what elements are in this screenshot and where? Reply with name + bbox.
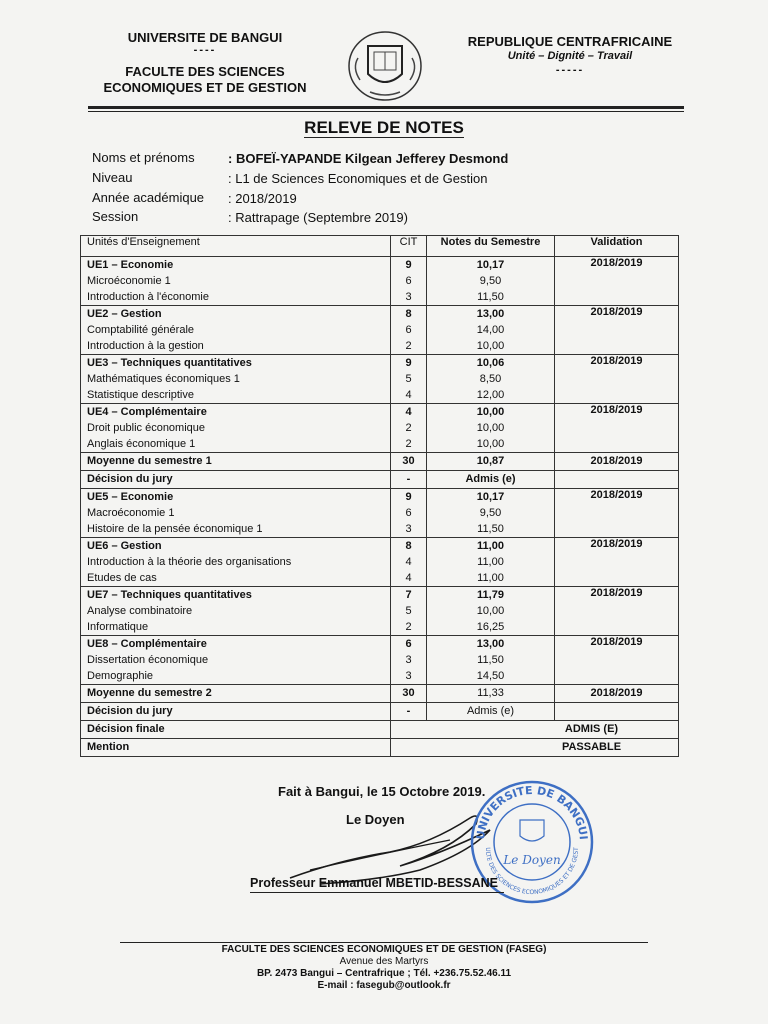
subject-note: 10,00: [476, 438, 505, 450]
subject-note: 11,00: [477, 556, 504, 568]
ue-credits: 9: [405, 491, 412, 503]
ue-name: UE3 – Techniques quantitatives: [87, 357, 252, 369]
subject-name: Etudes de cas: [87, 572, 157, 584]
ue-name: UE5 – Economie: [87, 491, 174, 503]
ue-note: 13,00: [476, 308, 505, 320]
mention-row: [81, 739, 679, 757]
subject-note: 16,25: [476, 621, 505, 633]
ue-validation: 2018/2019: [590, 257, 643, 269]
ue-cell: [81, 257, 391, 306]
ue-validation: 2018/2019: [590, 489, 643, 501]
jury1-label: Décision du jury: [81, 471, 391, 489]
semester1-label: Moyenne du semestre 1: [81, 453, 391, 471]
jury2-label: Décision du jury: [81, 703, 391, 721]
ue-validation: 2018/2019: [590, 306, 643, 318]
ue-block-row: [81, 538, 679, 587]
ue-validation: 2018/2019: [590, 587, 643, 599]
ue-block-row: [81, 306, 679, 355]
subject-credits: 3: [405, 523, 412, 535]
subject-note: 11,50: [477, 523, 504, 535]
header-left-separator: ----: [193, 44, 217, 56]
semester1-credits: 30: [391, 453, 427, 471]
col-header-credits: CIT: [391, 236, 427, 257]
mention-label: Mention: [81, 739, 391, 757]
ue-credits: 9: [405, 259, 412, 271]
footer-phone: BP. 2473 Bangui – Centrafrique ; Tél. +236.75.52.46.11: [256, 968, 512, 979]
jury2-row: [81, 703, 679, 721]
ue-credits: 6: [405, 638, 412, 650]
jury1-validation: [555, 471, 679, 489]
col-header-ue: Unités d'Enseignement: [81, 236, 391, 257]
subject-note: 9,50: [479, 507, 502, 519]
notes-cell: [427, 306, 555, 355]
validation-cell: [555, 306, 679, 355]
semester1-note: 10,87: [427, 453, 555, 471]
subject-note: 11,50: [477, 291, 504, 303]
validation-cell: [555, 587, 679, 636]
ue-credits: 4: [405, 406, 412, 418]
table-header-row: [81, 236, 679, 257]
ue-validation: 2018/2019: [590, 636, 643, 648]
subject-name: Analyse combinatoire: [87, 605, 193, 617]
ue-block-row: [81, 587, 679, 636]
subject-name: Macroéconomie 1: [87, 507, 175, 519]
final-decision-label: Décision finale: [81, 721, 391, 739]
field-value-level: : L1 de Sciences Economiques et de Gestion: [228, 171, 488, 186]
semester2-label: Moyenne du semestre 2: [81, 685, 391, 703]
subject-note: 10,00: [476, 605, 505, 617]
final-decision-row: [81, 721, 679, 739]
credits-cell: [391, 404, 427, 453]
subject-credits: 5: [405, 605, 412, 617]
ue-note: 10,06: [476, 357, 505, 369]
field-value-name: : BOFEÏ-YAPANDE Kilgean Jefferey Desmond: [228, 151, 509, 166]
final-decision-value: ADMIS (E): [391, 721, 679, 739]
semester1-validation: 2018/2019: [555, 453, 679, 471]
validation-cell: [555, 538, 679, 587]
subject-name: Introduction à la théorie des organisations: [87, 556, 292, 568]
ue-block-row: [81, 257, 679, 306]
subject-credits: 2: [405, 422, 412, 434]
ue-validation: 2018/2019: [590, 538, 643, 550]
ue-cell: [81, 404, 391, 453]
stamp-bottom-text: ULTE DES SCIENCES ECONOMIQUES ET DE GEST: [483, 847, 581, 897]
subject-note: 9,50: [479, 275, 502, 287]
credits-cell: [391, 306, 427, 355]
ue-name: UE7 – Techniques quantitatives: [87, 589, 252, 601]
validation-cell: [555, 404, 679, 453]
semester1-blocks: [81, 257, 679, 453]
validation-cell: [555, 489, 679, 538]
dean-name-underline: [250, 892, 504, 893]
jury1-row: [81, 471, 679, 489]
ue-cell: [81, 306, 391, 355]
validation-cell: [555, 355, 679, 404]
ue-name: UE1 – Economie: [87, 259, 174, 271]
credits-cell: [391, 489, 427, 538]
coat-of-arms-icon: [344, 28, 426, 104]
subject-name: Introduction à l'économie: [87, 291, 209, 303]
dean-role: Le Doyen: [346, 812, 405, 827]
stamp-inner-text: Le Doyen: [503, 853, 561, 867]
jury2-credits: -: [391, 703, 427, 721]
ue-credits: 8: [405, 308, 412, 320]
semester2-credits: 30: [391, 685, 427, 703]
credits-cell: [391, 538, 427, 587]
ue-credits: 7: [405, 589, 412, 601]
country-name: REPUBLIQUE CENTRAFRICAINE: [467, 34, 673, 49]
notes-cell: [427, 404, 555, 453]
subject-credits: 2: [405, 340, 412, 352]
semester2-note: 11,33: [427, 685, 555, 703]
mention-value: PASSABLE: [391, 739, 679, 757]
ue-name: UE8 – Complémentaire: [87, 638, 207, 650]
ue-validation: 2018/2019: [590, 355, 643, 367]
ue-cell: [81, 636, 391, 685]
subject-note: 14,50: [476, 670, 505, 682]
subject-credits: 2: [405, 438, 412, 450]
title-underline: [304, 137, 464, 138]
subject-note: 8,50: [479, 373, 502, 385]
field-value-session: : Rattrapage (Septembre 2019): [228, 210, 408, 225]
subject-credits: 6: [405, 507, 412, 519]
field-label-session: Session: [92, 209, 139, 224]
field-value-year: : 2018/2019: [228, 191, 297, 206]
notes-cell: [427, 587, 555, 636]
subject-credits: 4: [405, 389, 412, 401]
ue-note: 11,79: [477, 589, 504, 601]
subject-name: Droit public économique: [87, 422, 206, 434]
subject-name: Anglais économique 1: [87, 438, 196, 450]
subject-credits: 4: [405, 556, 412, 568]
subject-name: Comptabilité générale: [87, 324, 195, 336]
subject-name: Demographie: [87, 670, 154, 682]
subject-credits: 5: [405, 373, 412, 385]
svg-text:UNIVERSITE DE BANGUI: [474, 784, 590, 840]
validation-cell: [555, 257, 679, 306]
header-rule-thin: [88, 111, 684, 112]
subject-note: 10,00: [476, 340, 505, 352]
ue-cell: [81, 587, 391, 636]
ue-name: UE6 – Gestion: [87, 540, 162, 552]
subject-credits: 3: [405, 654, 412, 666]
subject-name: Introduction à la gestion: [87, 340, 204, 352]
stamp-outer-text: UNIVERSITE DE BANGUI: [473, 783, 590, 841]
semester1-average-row: [81, 453, 679, 471]
document-title: RELEVE DE NOTES: [304, 118, 464, 137]
subject-credits: 6: [405, 324, 412, 336]
subject-note: 11,50: [477, 654, 504, 666]
ue-note: 10,00: [476, 406, 505, 418]
field-label-year: Année académique: [92, 190, 205, 205]
ue-name: UE2 – Gestion: [87, 308, 162, 320]
notes-cell: [427, 355, 555, 404]
jury2-validation: [555, 703, 679, 721]
faculty-line1: FACULTE DES SCIENCES: [125, 64, 285, 79]
national-motto: Unité – Dignité – Travail: [507, 50, 633, 62]
footer-email: E-mail : fasegub@outlook.fr: [317, 980, 451, 991]
ue-note: 10,17: [476, 491, 505, 503]
col-header-notes: Notes du Semestre: [427, 236, 555, 257]
faculty-line2: ECONOMIQUES ET DE GESTION: [103, 80, 307, 95]
subject-note: 11,00: [477, 572, 504, 584]
subject-name: Dissertation économique: [87, 654, 209, 666]
place-date: Fait à Bangui, le 15 Octobre 2019.: [278, 784, 486, 799]
field-label-name: Noms et prénoms: [92, 150, 195, 165]
ue-credits: 8: [405, 540, 412, 552]
credits-cell: [391, 636, 427, 685]
jury2-note: Admis (e): [427, 703, 555, 721]
subject-name: Informatique: [87, 621, 149, 633]
ue-note: 10,17: [476, 259, 505, 271]
credits-cell: [391, 257, 427, 306]
credits-cell: [391, 355, 427, 404]
footer-faculty: FACULTE DES SCIENCES ECONOMIQUES ET DE GESTION (FASEG): [221, 944, 547, 955]
ue-note: 13,00: [476, 638, 505, 650]
notes-cell: [427, 636, 555, 685]
ue-credits: 9: [405, 357, 412, 369]
subject-credits: 3: [405, 291, 412, 303]
ue-block-row: [81, 636, 679, 685]
credits-cell: [391, 587, 427, 636]
ue-cell: [81, 355, 391, 404]
header-rule-thick: [88, 106, 684, 109]
ue-block-row: [81, 489, 679, 538]
notes-cell: [427, 489, 555, 538]
notes-cell: [427, 538, 555, 587]
subject-note: 10,00: [476, 422, 505, 434]
subject-name: Statistique descriptive: [87, 389, 194, 401]
header-right-separator: -----: [555, 64, 585, 76]
field-label-level: Niveau: [92, 170, 133, 185]
grades-table: [80, 235, 679, 757]
subject-note: 14,00: [476, 324, 505, 336]
notes-cell: [427, 257, 555, 306]
subject-credits: 4: [405, 572, 412, 584]
subject-name: Histoire de la pensée économique 1: [87, 523, 263, 535]
ue-cell: [81, 489, 391, 538]
university-name: UNIVERSITE DE BANGUI: [127, 30, 283, 45]
ue-note: 11,00: [477, 540, 504, 552]
subject-credits: 6: [405, 275, 412, 287]
semester2-blocks: [81, 489, 679, 685]
subject-name: Microéconomie 1: [87, 275, 171, 287]
ue-block-row: [81, 355, 679, 404]
col-header-validation: Validation: [555, 236, 679, 257]
ue-block-row: [81, 404, 679, 453]
subject-credits: 3: [405, 670, 412, 682]
semester2-average-row: [81, 685, 679, 703]
jury1-credits: -: [391, 471, 427, 489]
subject-name: Mathématiques économiques 1: [87, 373, 240, 385]
ue-cell: [81, 538, 391, 587]
footer-rule: [120, 942, 648, 943]
jury1-note: Admis (e): [427, 471, 555, 489]
ue-validation: 2018/2019: [590, 404, 643, 416]
subject-credits: 2: [405, 621, 412, 633]
ue-name: UE4 – Complémentaire: [87, 406, 207, 418]
dean-name: Professeur Emmanuel MBETID-BESSANE: [250, 876, 498, 890]
validation-cell: [555, 636, 679, 685]
footer-address: Avenue des Martyrs: [339, 956, 429, 967]
subject-note: 12,00: [476, 389, 505, 401]
semester2-validation: 2018/2019: [555, 685, 679, 703]
